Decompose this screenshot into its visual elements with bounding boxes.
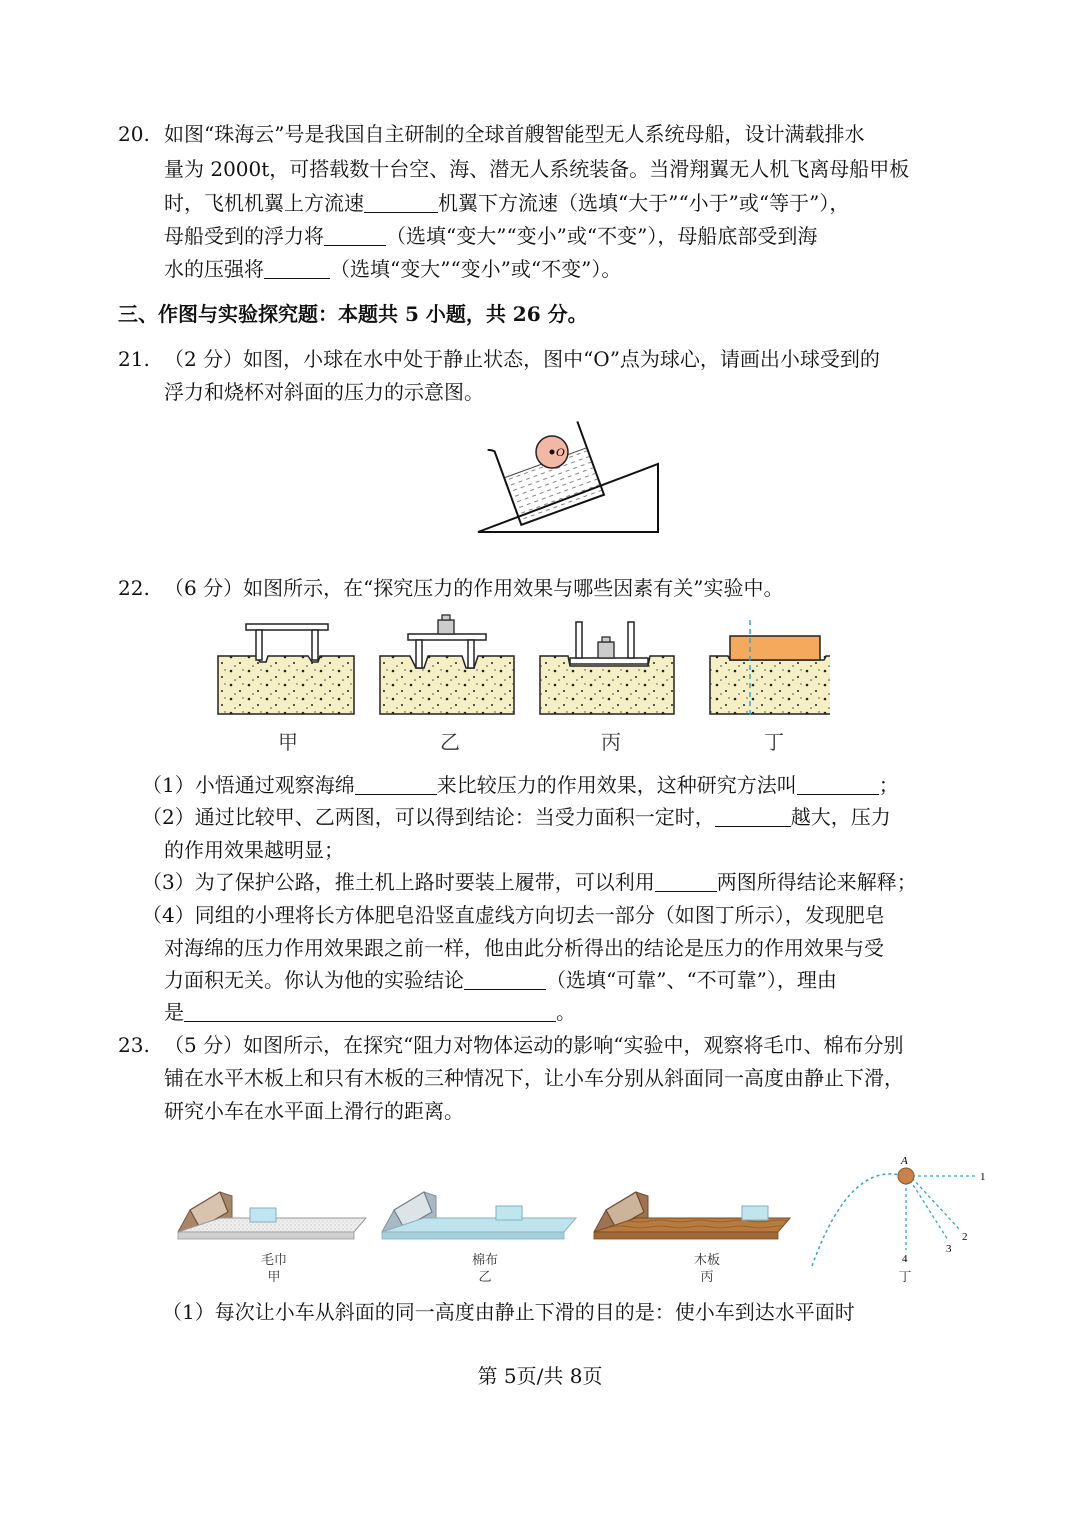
q20-text-3b: 机翼下方流速（选填“大于”“小于”或“等于”）， [438, 191, 850, 215]
q22-part4-line4 [164, 996, 576, 1028]
fig-label-jia [254, 1252, 294, 1286]
q22-p4e: 是 [164, 1000, 184, 1024]
q22-part2 [142, 801, 891, 833]
q20-text-4a: 母船受到的浮力将 [164, 224, 324, 248]
q20-line-4 [164, 220, 817, 252]
q22-p4f: 。 [556, 1000, 576, 1024]
q22-p1b: 来比较压力的作用效果，这种研究方法叫 [436, 773, 797, 797]
q22-part1 [142, 769, 899, 801]
ding-label-4: 4 [902, 1253, 908, 1265]
q22-number: 22. [118, 576, 150, 600]
q22-part4-line2: 对海绵的压力作用效果跟之前一样，他由此分析得出的结论是压力的作用效果与受 [164, 936, 884, 960]
q20-line-3 [164, 187, 849, 219]
q22-p1c: ； [878, 773, 899, 797]
q23-part1: （1）每次让小车从斜面的同一高度由静止下滑的目的是：使小车到达水平面时 [162, 1300, 855, 1324]
ding-label-3: 3 [946, 1243, 952, 1255]
q20-number: 20. [118, 122, 150, 146]
sponge-ding [710, 620, 830, 716]
ding-label-a: A [901, 1155, 908, 1167]
page-footer: 第 5页/共 8页 [477, 1364, 603, 1388]
q22-part3 [142, 866, 917, 898]
q20-text-5a: 水的压强将 [164, 257, 264, 281]
ball-center-label: O [556, 445, 565, 459]
q22-p4c: 力面积无关。你认为他的实验结论 [164, 968, 464, 992]
caption-ding: 丁 [764, 730, 784, 754]
q23-line-2: 铺在水平木板上和只有木板的三种情况下，让小车分别从斜面同一高度由静止下滑， [164, 1066, 904, 1090]
q20-text-5b: （选填“变大”“变小”或“不变”）。 [330, 257, 622, 281]
q22-p2b: 越大，压力 [790, 805, 891, 829]
q22-p3a: （3）为了保护公路，推土机上路时要装上履带，可以利用 [142, 870, 655, 894]
q22-figure [210, 612, 830, 722]
q20-blank-3[interactable] [264, 256, 330, 279]
q22-blank-5[interactable] [464, 967, 546, 990]
q22-blank-4[interactable] [655, 869, 717, 892]
ding-label-1: 1 [980, 1171, 986, 1183]
caption-bing: 丙 [601, 730, 621, 754]
fig-label-yi [465, 1252, 505, 1286]
sponge-yi [380, 615, 514, 714]
q20-line-1: 如图“珠海云”号是我国自主研制的全球首艘智能型无人系统母船，设计满载排水 [164, 122, 865, 146]
track-bing [594, 1192, 790, 1239]
label-bing: 丙 [700, 1270, 714, 1285]
q22-blank-6[interactable] [184, 999, 556, 1022]
q20-text-3a: 时，飞机机翼上方流速 [164, 191, 364, 215]
q22-p3b: 两图所得结论来解释； [716, 870, 917, 894]
q22-part2-cont: 的作用效果越明显； [164, 838, 344, 862]
q20-blank-1[interactable] [364, 190, 438, 213]
fig-label-bing [687, 1252, 727, 1286]
label-yi: 乙 [478, 1270, 492, 1285]
label-jia: 甲 [267, 1270, 281, 1285]
q20-line-5 [164, 253, 621, 285]
q22-part4: （4）同组的小理将长方体肥皂沿竖直虚线方向切去一部分（如图丁所示），发现肥皂 [142, 903, 885, 927]
q20-blank-2[interactable] [324, 223, 386, 246]
q22-part4-line3 [164, 964, 837, 996]
q22-blank-3[interactable] [715, 804, 791, 827]
q23-line-1: （5 分）如图所示，在探究“阻力对物体运动的影响“实验中，观察将毛巾、棉布分别 [164, 1033, 904, 1057]
q22-p2a: （2）通过比较甲、乙两图，可以得到结论：当受力面积一定时， [142, 805, 715, 829]
label-ding: 丁 [898, 1270, 912, 1285]
ball-center [550, 450, 555, 455]
q21-figure [470, 420, 670, 540]
q21-line-1: （2 分）如图，小球在水中处于静止状态，图中“O”点为球心，请画出小球受到的 [164, 347, 880, 371]
surface-wood: 木板 [693, 1253, 720, 1268]
track-jia [178, 1192, 366, 1239]
q23-line-3: 研究小车在水平面上滑行的距离。 [164, 1099, 464, 1123]
q22-blank-2[interactable] [797, 772, 879, 795]
surface-cotton: 棉布 [471, 1253, 498, 1268]
q20-text-4b: （选填“变大”“变小”或“不变”），母船底部受到海 [386, 224, 818, 248]
caption-jia: 甲 [278, 730, 298, 754]
q22-p1a: （1）小悟通过观察海绵 [142, 773, 355, 797]
q23-number: 23. [118, 1033, 150, 1057]
sponge-jia [218, 624, 354, 714]
q22-intro: （6 分）如图所示，在“探究压力的作用效果与哪些因素有关”实验中。 [164, 576, 784, 600]
q22-blank-1[interactable] [355, 772, 437, 795]
q22-p4d: （选填“可靠”、“不可靠”），理由 [546, 968, 837, 992]
q21-number: 21. [118, 347, 150, 371]
sponge-bing [540, 622, 674, 714]
soap [730, 636, 820, 660]
ding-label-2: 2 [962, 1231, 968, 1243]
fig-label-ding [885, 1269, 925, 1286]
section3-title: 三、作图与实验探究题：本题共 5 小题，共 26 分。 [118, 302, 588, 326]
q20-line-2: 量为 2000t，可搭载数十台空、海、潜无人系统装备。当滑翔翼无人机飞离母船甲板 [164, 157, 910, 181]
surface-towel: 毛巾 [260, 1253, 287, 1268]
caption-yi: 乙 [440, 730, 460, 754]
track-yi [382, 1192, 576, 1239]
q21-line-2: 浮力和烧杯对斜面的压力的示意图。 [164, 380, 484, 404]
